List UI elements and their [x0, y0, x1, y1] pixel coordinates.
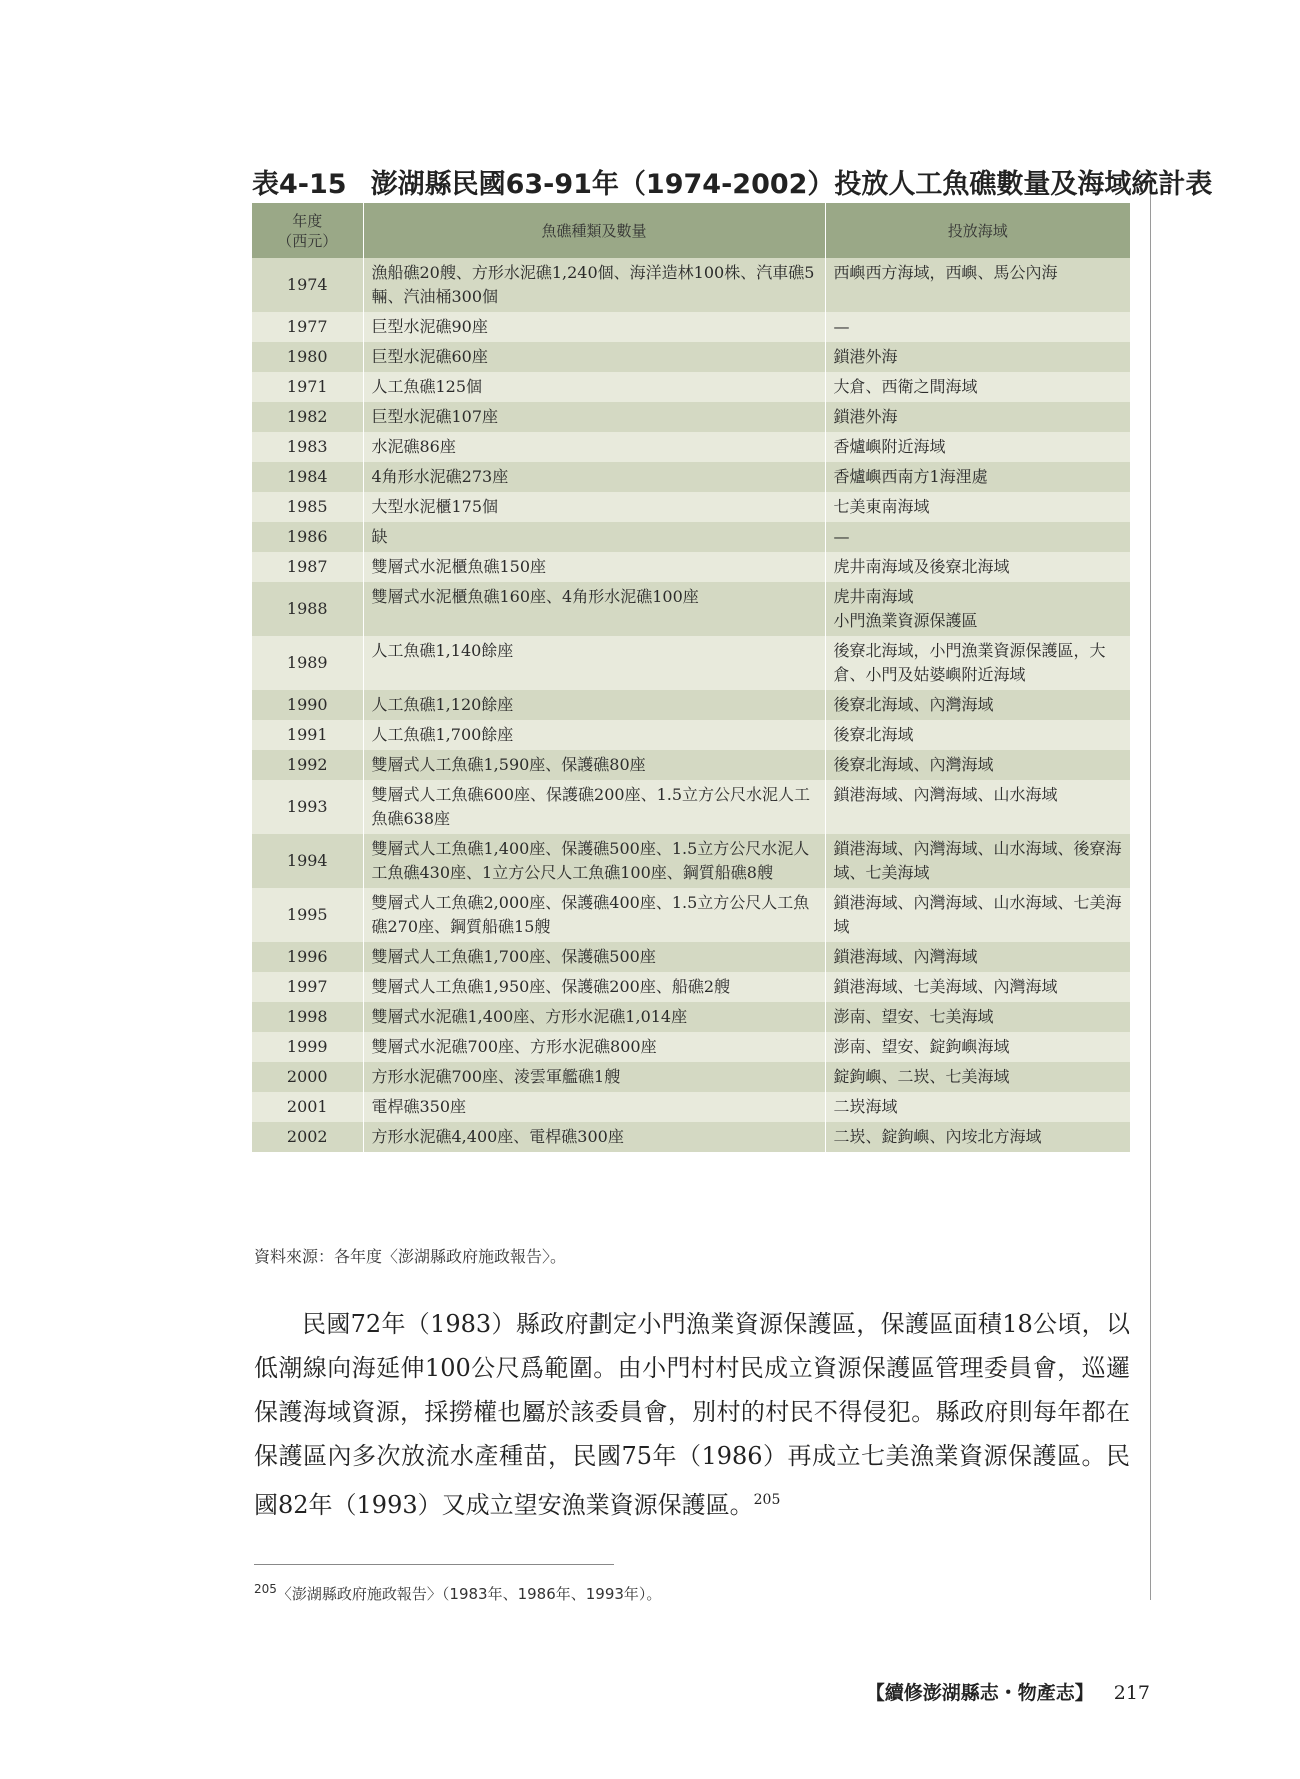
year-cell: 1993: [252, 780, 363, 834]
reef-cell: 人工魚礁125個: [363, 372, 825, 402]
reef-cell: 雙層式水泥礁1,400座、方形水泥礁1,014座: [363, 1002, 825, 1032]
reef-cell: 雙層式水泥櫃魚礁150座: [363, 552, 825, 582]
year-cell: 1974: [252, 258, 363, 312]
table-row: [252, 972, 1130, 1002]
area-cell: 鎖港海域、內灣海域、山水海域、七美海域: [825, 888, 1130, 942]
page-margin-rule: [1150, 170, 1151, 1600]
table-row: [252, 1032, 1130, 1062]
year-cell: 1989: [252, 636, 363, 690]
year-cell: 1994: [252, 834, 363, 888]
reef-cell: 人工魚礁1,120餘座: [363, 690, 825, 720]
reef-cell: 缺: [363, 522, 825, 552]
footnote: [254, 1582, 661, 1604]
year-cell: 1988: [252, 582, 363, 636]
area-cell: 後寮北海域、內灣海域: [825, 750, 1130, 780]
table-row: [252, 690, 1130, 720]
year-cell: 1992: [252, 750, 363, 780]
reef-cell: 4角形水泥礁273座: [363, 462, 825, 492]
reef-cell: 雙層式人工魚礁1,590座、保護礁80座: [363, 750, 825, 780]
area-cell: 二崁、錠鉤嶼、內垵北方海域: [825, 1122, 1130, 1152]
reef-cell: 雙層式人工魚礁1,700座、保護礁500座: [363, 942, 825, 972]
table-header-row: [252, 203, 1130, 258]
year-cell: 1996: [252, 942, 363, 972]
area-cell: 錠鉤嶼、二崁、七美海域: [825, 1062, 1130, 1092]
table-row: [252, 1062, 1130, 1092]
reef-cell: 巨型水泥礁107座: [363, 402, 825, 432]
footnote-number: 205: [254, 1582, 277, 1596]
area-cell: 澎南、望安、七美海域: [825, 1002, 1130, 1032]
area-cell: 虎井南海域及後寮北海域: [825, 552, 1130, 582]
table-row: [252, 750, 1130, 780]
reef-cell: 雙層式水泥櫃魚礁160座、4角形水泥礁100座: [363, 582, 825, 636]
reef-cell: 雙層式人工魚礁600座、保護礁200座、1.5立方公尺水泥人工魚礁638座: [363, 780, 825, 834]
area-cell: 鎖港海域、內灣海域、山水海域: [825, 780, 1130, 834]
area-cell: 鎖港海域、內灣海域: [825, 942, 1130, 972]
header-year: 年度 （西元）: [252, 203, 363, 258]
area-cell: 澎南、望安、錠鉤嶼海域: [825, 1032, 1130, 1062]
area-cell: —: [825, 312, 1130, 342]
year-cell: 1983: [252, 432, 363, 462]
table-row: [252, 432, 1130, 462]
year-cell: 2002: [252, 1122, 363, 1152]
area-cell: 虎井南海域 小門漁業資源保護區: [825, 582, 1130, 636]
area-cell: 香爐嶼西南方1海浬處: [825, 462, 1130, 492]
area-cell: 鎖港外海: [825, 402, 1130, 432]
header-area: 投放海域: [825, 203, 1130, 258]
page-footer: [866, 1678, 1150, 1705]
area-cell: 二崁海域: [825, 1092, 1130, 1122]
reef-cell: 雙層式人工魚礁1,400座、保護礁500座、1.5立方公尺水泥人工魚礁430座、1立方公尺人工魚礁100座、鋼質船礁8艘: [363, 834, 825, 888]
year-cell: 1984: [252, 462, 363, 492]
reef-cell: 大型水泥櫃175個: [363, 492, 825, 522]
reef-cell: 雙層式水泥礁700座、方形水泥礁800座: [363, 1032, 825, 1062]
table-body: [252, 258, 1130, 1152]
area-cell: 後寮北海域: [825, 720, 1130, 750]
reef-cell: 巨型水泥礁60座: [363, 342, 825, 372]
reef-cell: 雙層式人工魚礁2,000座、保護礁400座、1.5立方公尺人工魚礁270座、鋼質船礁15艘: [363, 888, 825, 942]
table-row: [252, 888, 1130, 942]
reef-cell: 雙層式人工魚礁1,950座、保護礁200座、船礁2艘: [363, 972, 825, 1002]
area-cell: 大倉、西衛之間海域: [825, 372, 1130, 402]
table-row: [252, 258, 1130, 312]
reef-cell: 人工魚礁1,700餘座: [363, 720, 825, 750]
book-title: 【續修澎湖縣志・物產志】: [865, 1682, 1094, 1704]
area-cell: 鎖港海域、內灣海域、山水海域、後寮海域、七美海域: [825, 834, 1130, 888]
table-row: [252, 1092, 1130, 1122]
area-cell: 後寮北海域，小門漁業資源保護區，大倉、小門及姑婆嶼附近海域: [825, 636, 1130, 690]
table-row: [252, 372, 1130, 402]
area-cell: 後寮北海域、內灣海域: [825, 690, 1130, 720]
year-cell: 1986: [252, 522, 363, 552]
footnote-text: 〈澎湖縣政府施政報告〉（1983年、1986年、1993年）。: [276, 1585, 662, 1603]
reef-cell: 水泥礁86座: [363, 432, 825, 462]
reef-statistics-table: [252, 203, 1130, 1152]
reef-cell: 電桿礁350座: [363, 1092, 825, 1122]
header-reef: 魚礁種類及數量: [363, 203, 825, 258]
reef-cell: 方形水泥礁4,400座、電桿礁300座: [363, 1122, 825, 1152]
table-row: [252, 552, 1130, 582]
year-cell: 1998: [252, 1002, 363, 1032]
table-row: [252, 636, 1130, 690]
table-row: [252, 462, 1130, 492]
year-cell: 1980: [252, 342, 363, 372]
footnote-divider: [254, 1564, 614, 1565]
table-number: 表4-15: [252, 169, 347, 200]
year-cell: 1987: [252, 552, 363, 582]
table-row: [252, 942, 1130, 972]
table-row: [252, 312, 1130, 342]
year-cell: 1977: [252, 312, 363, 342]
table-row: [252, 402, 1130, 432]
area-cell: 香爐嶼附近海域: [825, 432, 1130, 462]
area-cell: 七美東南海域: [825, 492, 1130, 522]
table-title-text: 澎湖縣民國63-91年（1974-2002）投放人工魚礁數量及海域統計表: [370, 169, 1213, 200]
table-row: [252, 720, 1130, 750]
year-cell: 1971: [252, 372, 363, 402]
page-number: 217: [1113, 1682, 1150, 1704]
year-cell: 1985: [252, 492, 363, 522]
reef-cell: 方形水泥礁700座、淩雲軍艦礁1艘: [363, 1062, 825, 1092]
body-paragraph: 民國72年（1983）縣政府劃定小門漁業資源保護區，保護區面積18公頃，以低潮線向海延伸100公尺爲範圍。由小門村村民成立資源保護區管理委員會，巡邏保護海域資源，採撈權也屬於該委員會，別村的村民不得侵犯。縣政府則每年都在保護區內多次放流水產種苗，民國75年（1986）再成立七美漁業資源保護區。民國82年（1993）又成立望安漁業資源保護區。$^{205}$: [254, 1310, 1130, 1519]
year-cell: 2001: [252, 1092, 363, 1122]
reef-cell: 人工魚礁1,140餘座: [363, 636, 825, 690]
area-cell: 鎖港海域、七美海域、內灣海域: [825, 972, 1130, 1002]
table-row: [252, 522, 1130, 552]
table-row: [252, 492, 1130, 522]
table-title: [252, 162, 1213, 201]
area-cell: 鎖港外海: [825, 342, 1130, 372]
table-row: [252, 1122, 1130, 1152]
year-cell: 1999: [252, 1032, 363, 1062]
table-row: [252, 582, 1130, 636]
reef-cell: 漁船礁20艘、方形水泥礁1,240個、海洋造林100株、汽車礁5輛、汽油桶300個: [363, 258, 825, 312]
year-cell: 1997: [252, 972, 363, 1002]
area-cell: 西嶼西方海域，西嶼、馬公內海: [825, 258, 1130, 312]
table-row: [252, 834, 1130, 888]
table-row: [252, 780, 1130, 834]
year-cell: 1982: [252, 402, 363, 432]
table-row: [252, 342, 1130, 372]
table-source-note: 資料來源：各年度〈澎湖縣政府施政報告〉。: [254, 1247, 567, 1266]
year-cell: 2000: [252, 1062, 363, 1092]
table-row: [252, 1002, 1130, 1032]
year-cell: 1995: [252, 888, 363, 942]
area-cell: —: [825, 522, 1130, 552]
year-cell: 1991: [252, 720, 363, 750]
footnote-reference: 205: [753, 1492, 781, 1508]
reef-cell: 巨型水泥礁90座: [363, 312, 825, 342]
year-cell: 1990: [252, 690, 363, 720]
